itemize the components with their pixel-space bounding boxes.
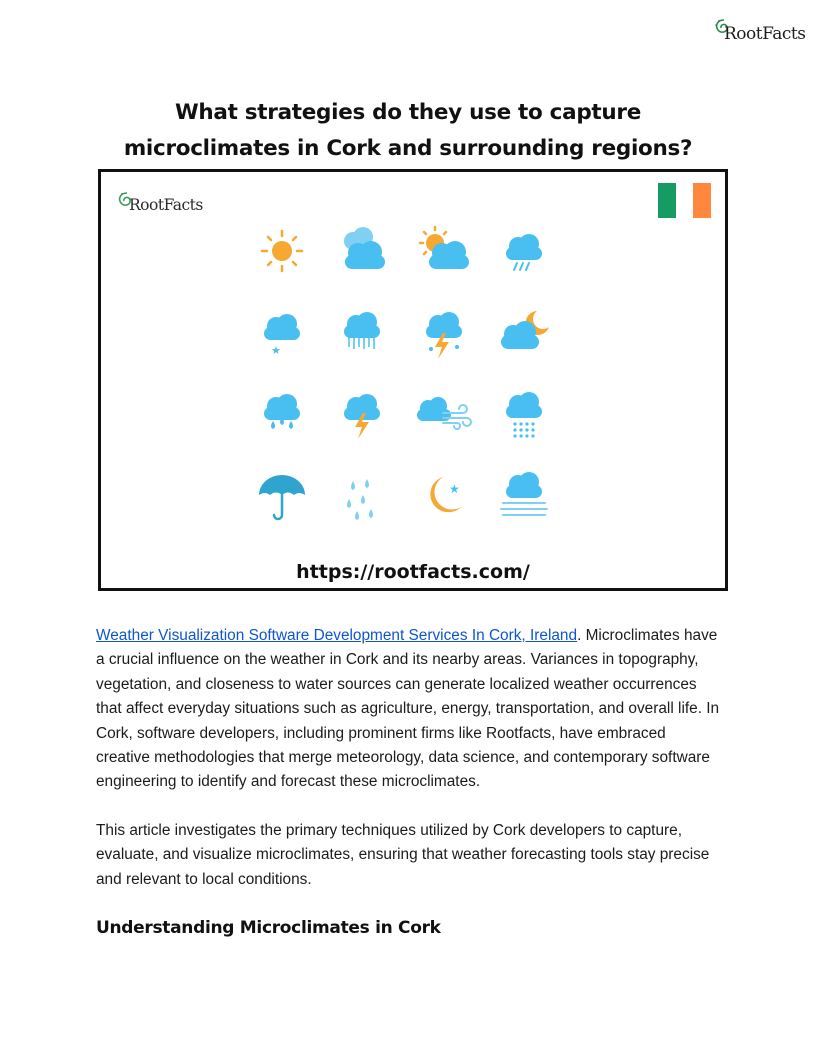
intro-paragraph-text: . Microclimates have a crucial influence on the weather in Cork and its nearby areas. Variances in topography, vegetation, and closeness to water sources can generate localized weather occurrences that affect everyday situations such as agriculture, energy, transportation, and overall life. In Cork, software developers, including prominent firms like Rootfacts, have embraced creative methodologies that merge meteorology, data science, and contemporary software engineering to identify and forecast these microclimates. bbox=[96, 627, 720, 791]
logo-text: RootFacts bbox=[724, 24, 806, 44]
page-title: What strategies do they use to capture microclimates in Cork and surrounding regions? bbox=[123, 100, 693, 161]
heavy-rain-icon bbox=[331, 305, 393, 361]
banner-image bbox=[98, 169, 728, 591]
thunderstorm-icon bbox=[413, 305, 475, 361]
cloudy-icon bbox=[331, 223, 393, 279]
flag-stripe-white bbox=[676, 183, 694, 218]
moon-star-icon bbox=[413, 469, 475, 525]
section-heading: Understanding Microclimates in Cork bbox=[96, 918, 441, 938]
windy-cloud-icon bbox=[413, 387, 475, 443]
night-cloud-icon bbox=[493, 305, 555, 361]
drizzle-icon bbox=[251, 387, 313, 443]
umbrella-icon bbox=[251, 469, 313, 525]
svg-text:★: ★ bbox=[271, 344, 281, 357]
article-paragraph: This article investigates the primary techniques utilized by Cork developers to capture, evaluate, and visualize microclimates, ensuring that weather forecasting tools stay precise and relevant to local conditions. bbox=[96, 822, 710, 888]
banner-url-text: https://rootfacts.com/ bbox=[296, 561, 530, 583]
rain-cloud-icon bbox=[493, 223, 555, 279]
svg-text:★: ★ bbox=[449, 482, 460, 496]
ireland-flag-icon bbox=[658, 183, 711, 218]
snow-cloud-icon bbox=[251, 305, 313, 361]
banner-logo bbox=[115, 187, 215, 221]
lightning-cloud-icon bbox=[331, 387, 393, 443]
hail-icon bbox=[493, 387, 555, 443]
flag-stripe-orange bbox=[693, 183, 711, 218]
sun-icon bbox=[251, 223, 313, 279]
raindrops-icon bbox=[331, 469, 393, 525]
flag-stripe-green bbox=[658, 183, 676, 218]
fog-icon bbox=[493, 469, 555, 525]
svg-text:★: ★ bbox=[283, 337, 293, 350]
banner-logo-text: RootFacts bbox=[129, 196, 203, 214]
partly-cloudy-icon bbox=[413, 223, 475, 279]
weather-visualization-link[interactable]: Weather Visualization Software Development Services In Cork, Ireland bbox=[96, 627, 578, 644]
weather-icon-grid bbox=[251, 217, 581, 537]
intro-paragraph bbox=[96, 624, 720, 795]
header-logo[interactable] bbox=[712, 16, 806, 52]
